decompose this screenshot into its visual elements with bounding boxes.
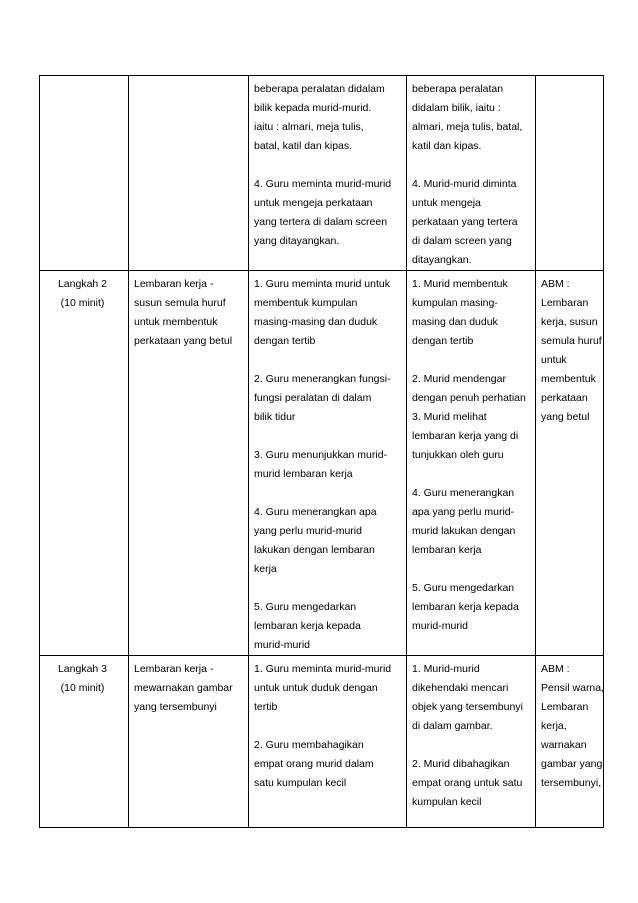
paragraph-gap xyxy=(254,156,402,175)
student-step xyxy=(412,660,531,736)
table-row-langkah-3 xyxy=(40,656,604,828)
text-line: Lembaran xyxy=(541,701,589,713)
text-line: Pensil warna, xyxy=(541,682,605,694)
text-line: susun semula huruf xyxy=(134,297,226,309)
paragraph-gap xyxy=(254,427,402,446)
text-line: lembaran kerja yang di xyxy=(412,430,519,442)
text-line: untuk mengeja xyxy=(412,197,481,209)
text-line: iaitu : almari, meja tulis, xyxy=(254,121,364,133)
text-line: dengan tertib xyxy=(254,335,316,347)
text-line: kumpulan kecil xyxy=(412,796,482,808)
text-line: beberapa peralatan xyxy=(412,83,504,95)
text-line: objek yang tersembunyi xyxy=(412,701,523,713)
text-line: kerja, xyxy=(541,720,567,732)
text-line: didalam bilik, iaitu : xyxy=(412,102,501,114)
paragraph-gap xyxy=(254,484,402,503)
student-step xyxy=(412,370,531,408)
text-line: 1. Murid-murid xyxy=(412,663,480,675)
text-line: 5. Guru mengedarkan xyxy=(412,582,515,594)
stage-label: Langkah 3 xyxy=(57,663,108,675)
text-line: lakukan dengan lembaran xyxy=(254,544,375,556)
student-activity-cell xyxy=(407,656,536,828)
text-line: 3. Murid melihat xyxy=(412,411,487,423)
student-step xyxy=(412,175,531,270)
text-line: 2. Murid mendengar xyxy=(412,373,506,385)
text-line: ditayangkan. xyxy=(412,254,472,266)
text-line: ABM : xyxy=(541,278,570,290)
paragraph-gap xyxy=(412,560,531,579)
text-line: bilik tidur xyxy=(254,411,296,423)
text-line: dengan penuh perhatian xyxy=(412,392,526,404)
text-line: empat orang untuk satu xyxy=(412,777,523,789)
teacher-step xyxy=(254,275,402,351)
paragraph-gap xyxy=(412,736,531,755)
text-line: 4. Guru menerangkan xyxy=(412,487,515,499)
table-row-langkah-2 xyxy=(40,271,604,656)
text-line: 5. Guru mengedarkan xyxy=(254,601,357,613)
text-line: 4. Guru menerangkan apa xyxy=(254,506,377,518)
student-step xyxy=(412,579,531,636)
paragraph-gap xyxy=(412,351,531,370)
teacher-activity-cell xyxy=(249,656,407,828)
stage-duration: (10 minit) xyxy=(60,297,105,309)
notes-cell xyxy=(536,271,604,656)
teacher-step xyxy=(254,660,402,717)
table-row-continuation xyxy=(40,76,604,271)
student-step xyxy=(412,80,531,156)
text-line: untuk xyxy=(541,354,567,366)
text-line: semula huruf xyxy=(541,335,602,347)
text-line: murid-murid xyxy=(254,639,311,651)
text-line: murid lakukan dengan xyxy=(412,525,516,537)
text-line: yang perlu murid-murid xyxy=(254,525,362,537)
student-activity-cell xyxy=(407,76,536,271)
text-line: tertib xyxy=(254,701,278,713)
paragraph-gap xyxy=(254,351,402,370)
content-cell xyxy=(129,656,249,828)
student-step xyxy=(412,408,531,465)
text-line: almari, meja tulis, batal, xyxy=(412,121,523,133)
text-line: masing-masing dan duduk xyxy=(254,316,378,328)
paragraph-gap xyxy=(412,465,531,484)
stage-cell xyxy=(40,656,129,828)
text-line: perkataan yang betul xyxy=(134,335,233,347)
text-line: 1. Guru meminta murid untuk xyxy=(254,278,390,290)
stage-cell xyxy=(40,271,129,656)
text-line: dengan tertib xyxy=(412,335,474,347)
text-line: untuk membentuk xyxy=(134,316,218,328)
text-line: 4. Murid-murid diminta xyxy=(412,178,517,190)
text-line: beberapa peralatan didalam xyxy=(254,83,385,95)
text-line: 4. Guru meminta murid-murid xyxy=(254,178,392,190)
text-line: perkataan xyxy=(541,392,588,404)
paragraph-gap xyxy=(412,156,531,175)
text-line: yang tersembunyi xyxy=(134,701,217,713)
teacher-step xyxy=(254,370,402,427)
text-line: katil dan kipas. xyxy=(412,140,482,152)
stage-duration: (10 minit) xyxy=(60,682,105,694)
teacher-step xyxy=(254,503,402,579)
text-line: di dalam gambar. xyxy=(412,720,493,732)
text-line: 1. Murid membentuk xyxy=(412,278,508,290)
text-line: 2. Guru membahagikan xyxy=(254,739,364,751)
text-line: lembaran kerja kepada xyxy=(254,620,361,632)
text-line: 2. Murid dibahagikan xyxy=(412,758,510,770)
student-step xyxy=(412,755,531,812)
text-line: ABM : xyxy=(541,663,570,675)
text-line: warnakan xyxy=(541,739,587,751)
text-line: membentuk xyxy=(541,373,596,385)
notes-cell xyxy=(536,76,604,271)
text-line: bilik kepada murid-murid. xyxy=(254,102,372,114)
text-line: fungsi peralatan di dalam xyxy=(254,392,372,404)
text-line: batal, katil dan kipas. xyxy=(254,140,353,152)
text-line: murid lembaran kerja xyxy=(254,468,353,480)
text-line: di dalam screen yang xyxy=(412,235,512,247)
text-line: yang betul xyxy=(541,411,590,423)
text-line: 3. Guru menunjukkan murid- xyxy=(254,449,388,461)
text-line: kerja xyxy=(254,563,277,575)
text-line: gambar yang xyxy=(541,758,603,770)
text-line: untuk mengeja perkataan xyxy=(254,197,373,209)
text-line: untuk untuk duduk dengan xyxy=(254,682,378,694)
text-line: tersembunyi, xyxy=(541,777,602,789)
student-activity-cell xyxy=(407,271,536,656)
notes-cell xyxy=(536,656,604,828)
lesson-plan-table xyxy=(39,75,604,828)
text-line: 1. Guru meminta murid-murid xyxy=(254,663,392,675)
content-cell xyxy=(129,76,249,271)
text-line: Lembaran xyxy=(541,297,589,309)
student-step xyxy=(412,275,531,351)
text-line: dikehendaki mencari xyxy=(412,682,509,694)
teacher-step xyxy=(254,80,402,156)
text-line: perkataan yang tertera xyxy=(412,216,518,228)
text-line: Lembaran kerja - xyxy=(134,278,214,290)
text-line: satu kumpulan kecil xyxy=(254,777,347,789)
stage-label: Langkah 2 xyxy=(57,278,108,290)
text-line: mewarnakan gambar xyxy=(134,682,233,694)
student-step xyxy=(412,484,531,560)
text-line: membentuk kumpulan xyxy=(254,297,358,309)
text-line: yang tertera di dalam screen xyxy=(254,216,388,228)
stage-cell xyxy=(40,76,129,271)
teacher-activity-cell xyxy=(249,271,407,656)
text-line: 2. Guru menerangkan fungsi- xyxy=(254,373,391,385)
text-line: murid-murid xyxy=(412,620,469,632)
text-line: kerja, susun xyxy=(541,316,598,328)
text-line: apa yang perlu murid- xyxy=(412,506,515,518)
paragraph-gap xyxy=(254,717,402,736)
text-line: lembaran kerja kepada xyxy=(412,601,519,613)
text-line: masing dan duduk xyxy=(412,316,498,328)
text-line: empat orang murid dalam xyxy=(254,758,374,770)
teacher-step xyxy=(254,598,402,655)
teacher-step xyxy=(254,446,402,484)
teacher-activity-cell xyxy=(249,76,407,271)
text-line: lembaran kerja xyxy=(412,544,482,556)
text-line: tunjukkan oleh guru xyxy=(412,449,504,461)
text-line: yang ditayangkan. xyxy=(254,235,340,247)
text-line: Lembaran kerja - xyxy=(134,663,214,675)
content-cell xyxy=(129,271,249,656)
text-line: kumpulan masing- xyxy=(412,297,498,309)
paragraph-gap xyxy=(254,579,402,598)
teacher-step xyxy=(254,175,402,251)
teacher-step xyxy=(254,736,402,793)
